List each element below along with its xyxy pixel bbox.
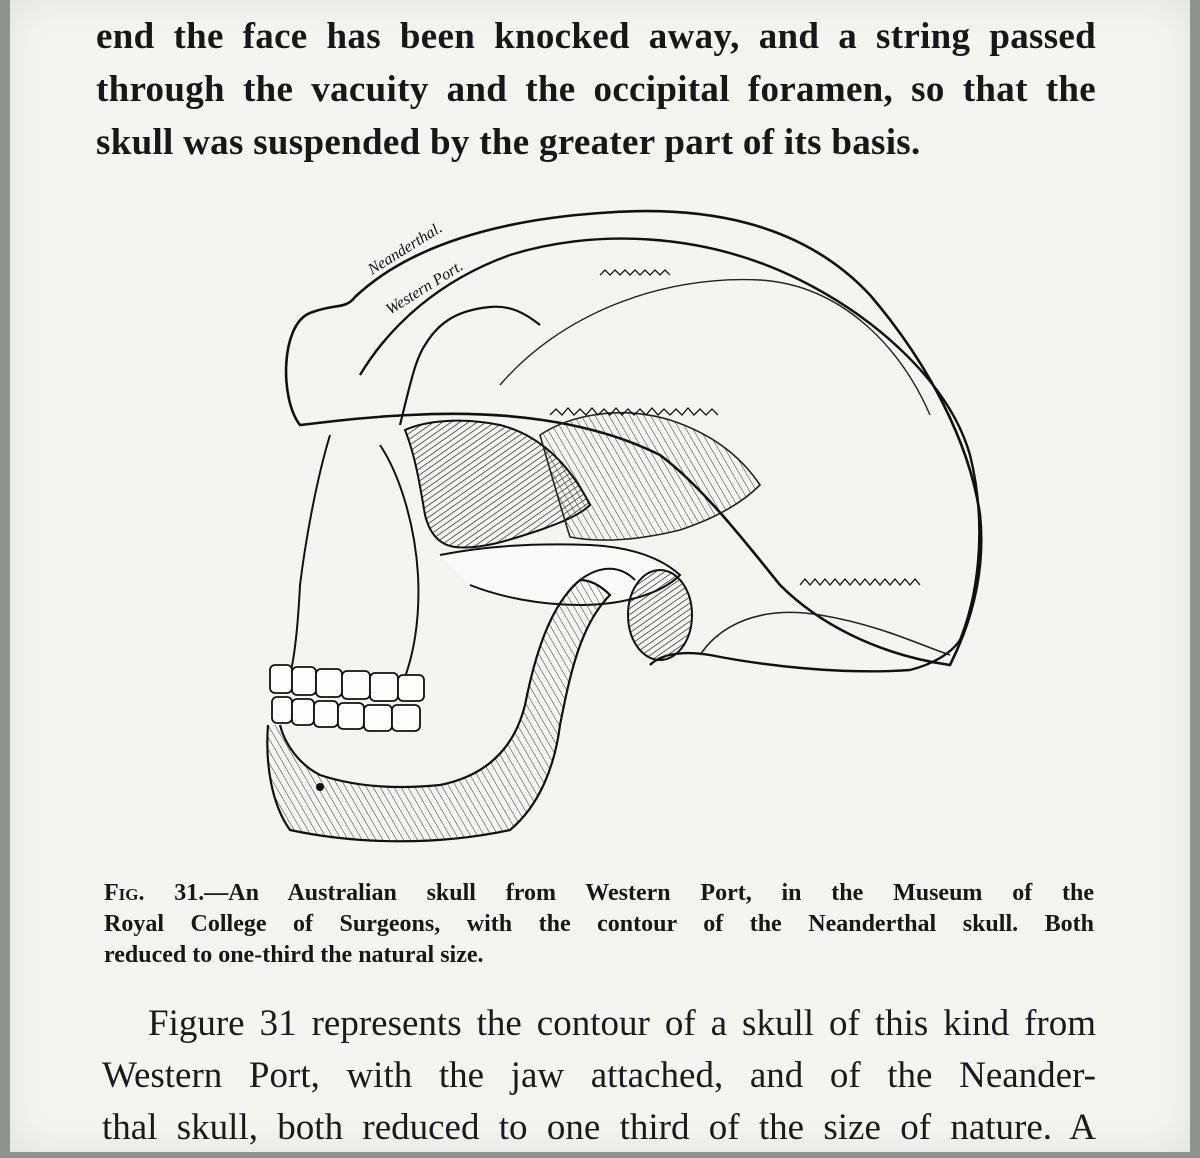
skull-illustration <box>240 185 1020 865</box>
label-western-port: Western Port. <box>383 257 467 319</box>
caption-line: Royal College of Surgeons, with the contour of the Neanderthal skull. Both <box>104 911 1094 937</box>
lambdoid-suture <box>800 579 920 585</box>
top-paragraph <box>96 10 1096 169</box>
text-line: Western Port, with the jaw attached, and of the Neander- <box>102 1055 1096 1096</box>
text-line: thal skull, both reduced to one third of the size of nature. A <box>102 1107 1096 1148</box>
mental-foramen <box>316 783 324 791</box>
lower-teeth <box>272 697 420 731</box>
label-neanderthal: Neanderthal. <box>365 219 446 279</box>
text-line: skull was suspended by the greater part of its basis. <box>96 122 921 163</box>
figure-caption <box>104 878 1094 971</box>
text-line: Figure 31 represents the contour of a skull of this kind from <box>148 1003 1096 1044</box>
caption-line-text: —An Australian skull from Western Port, in the Museum of the <box>204 880 1094 906</box>
text-line: through the vacuity and the occipital foramen, so that the <box>96 69 1096 110</box>
book-page <box>10 0 1190 1152</box>
figure-number: Fig. 31. <box>104 880 205 906</box>
maxilla <box>290 435 418 690</box>
occipital-base <box>700 612 950 655</box>
temporal-line <box>500 280 930 415</box>
body-paragraph <box>102 998 1096 1152</box>
caption-line <box>104 878 1094 909</box>
text-line: end the face has been knocked away, and a string passed <box>96 16 1096 57</box>
skull-drawing <box>240 185 1020 865</box>
upper-teeth <box>270 665 424 701</box>
caption-line: reduced to one-third the natural size. <box>104 942 484 968</box>
ear-opening <box>628 570 692 660</box>
sagittal-suture <box>600 270 670 275</box>
